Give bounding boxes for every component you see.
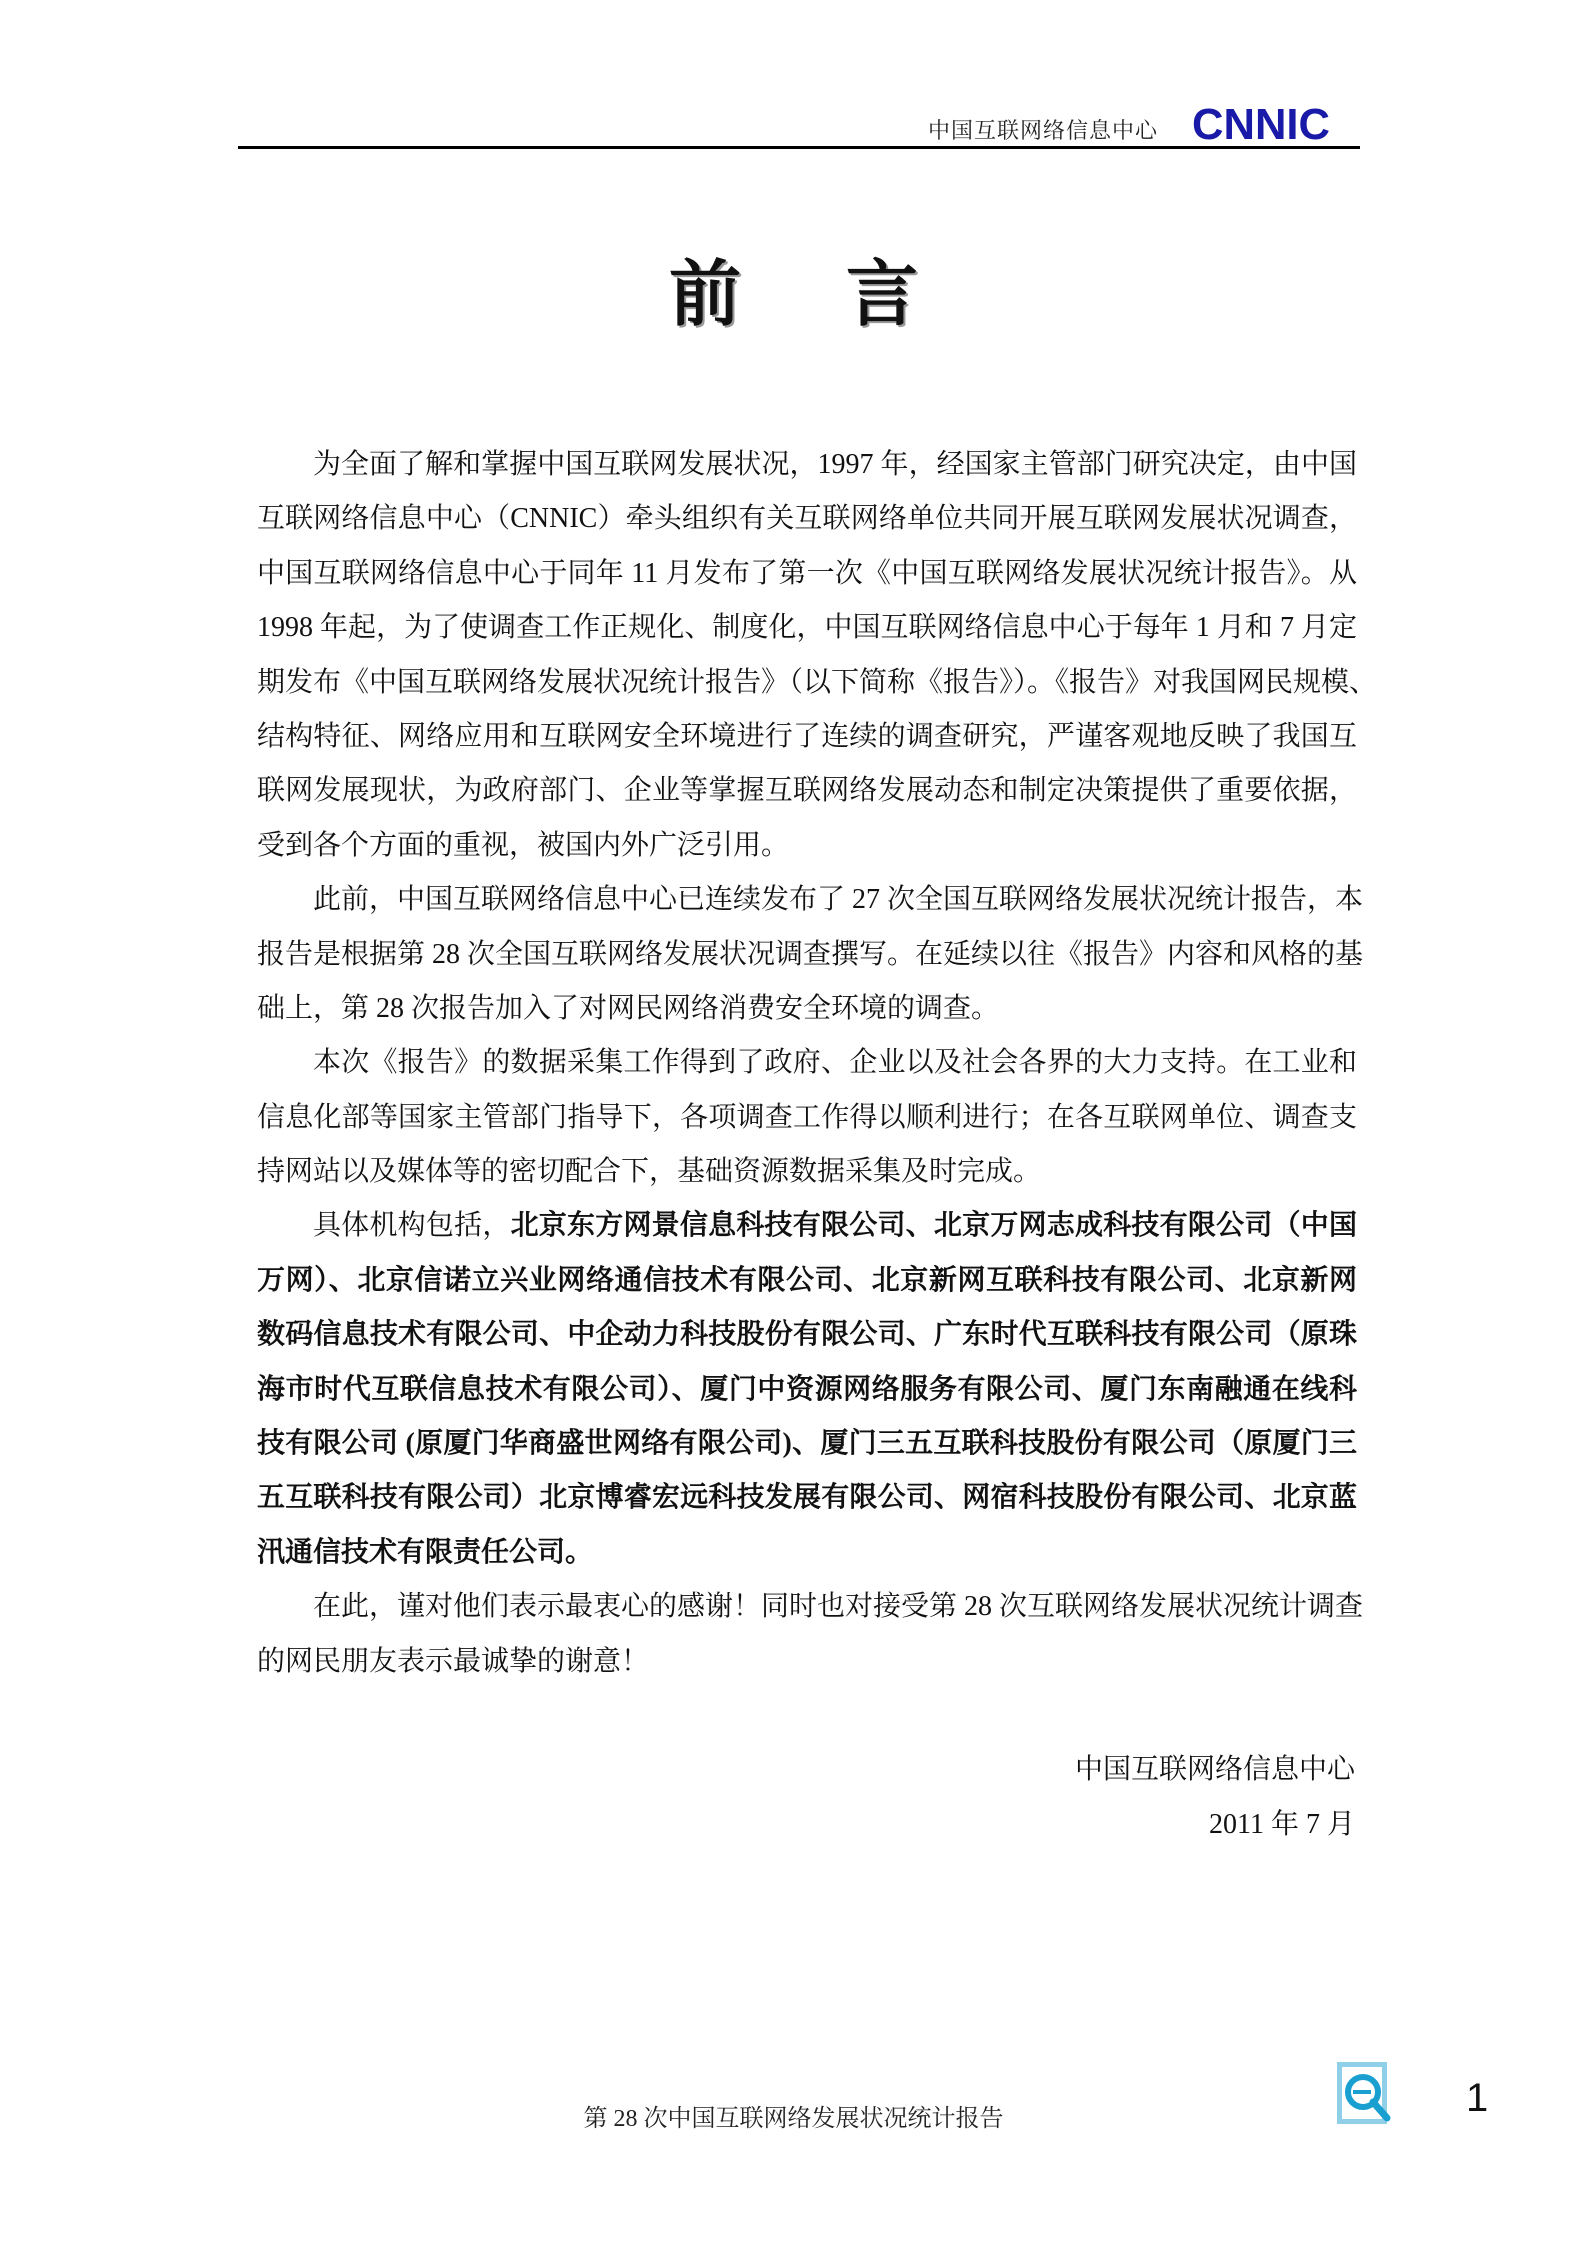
page-number: 1	[1466, 2076, 1489, 2120]
text-line: 万网）、北京信诺立兴业网络通信技术有限公司、北京新网互联科技有限公司、北京新网	[257, 1264, 1357, 1296]
text-line: 持网站以及媒体等的密切配合下，基础资源数据采集及时完成。	[257, 1156, 1042, 1188]
cnnic-logo	[1192, 104, 1332, 144]
text-line	[257, 1199, 1357, 1253]
paragraph-1	[257, 438, 1378, 873]
text-line: 联网发展现状，为政府部门、企业等掌握互联网络发展动态和制定决策提供了重要依据，	[257, 775, 1357, 807]
text-line: 础上，第 28 次报告加入了对网民网络消费安全环境的调查。	[257, 992, 1000, 1024]
text-line: 结构特征、网络应用和互联网安全环境进行了连续的调查研究，严谨客观地反映了我国互	[257, 720, 1357, 752]
magnifier-e-icon	[1337, 2062, 1395, 2124]
organizations-intro: 具体机构包括，	[313, 1210, 511, 1242]
header-rule	[238, 146, 1360, 149]
paragraph-4-organizations	[257, 1199, 1357, 1580]
text-line: 信息化部等国家主管部门指导下，各项调查工作得以顺利进行；在各互联网单位、调查支	[257, 1101, 1357, 1133]
text-line: 此前，中国互联网络信息中心已连续发布了 27 次全国互联网络发展状况统计报告，本	[313, 884, 1364, 916]
text-line: 汛通信技术有限责任公司。	[257, 1536, 594, 1568]
text-line: 技有限公司 (原厦门华商盛世网络有限公司)、厦门三五互联科技股份有限公司（原厦门三	[257, 1428, 1357, 1460]
signature-org: 中国互联网络信息中心	[1074, 1754, 1355, 1785]
text-line: 数码信息技术有限公司、中企动力科技股份有限公司、广东时代互联科技有限公司（原珠	[257, 1319, 1357, 1351]
organization-list-text: 北京东方网景信息科技有限公司、北京万网志成科技有限公司（中国	[510, 1210, 1357, 1242]
text-line: 海市时代互联信息技术有限公司）、厦门中资源网络服务有限公司、厦门东南融通在线科	[257, 1373, 1357, 1405]
paragraph-3	[257, 1036, 1357, 1199]
document-body	[257, 438, 1378, 1689]
signature-date: 2011 年 7 月	[1209, 1809, 1355, 1840]
text-line: 中国互联网络信息中心于同年 11 月发布了第一次《中国互联网络发展状况统计报告》。从	[257, 557, 1357, 589]
text-line: 报告是根据第 28 次全国互联网络发展状况调查撰写。在延续以往《报告》内容和风格的基	[257, 938, 1364, 970]
text-line: 在此，谨对他们表示最衷心的感谢！同时也对接受第 28 次互联网络发展状况统计调查	[313, 1591, 1364, 1623]
footer-report-title: 第 28 次中国互联网络发展状况统计报告	[583, 2106, 1004, 2132]
text-line: 1998 年起，为了使调查工作正规化、制度化，中国互联网络信息中心于每年 1 月和 7 月定	[257, 612, 1357, 644]
text-line: 的网民朋友表示最诚挚的谢意！	[257, 1645, 650, 1677]
text-line: 受到各个方面的重视，被国内外广泛引用。	[257, 829, 790, 861]
text-line: 互联网络信息中心（CNNIC）牵头组织有关互联网络单位共同开展互联网发展状况调查，	[257, 503, 1357, 535]
text-line: 期发布《中国互联网络发展状况统计报告》（以下简称《报告》）。《报告》对我国网民规模、	[257, 666, 1378, 698]
svg-text:CNNIC: CNNIC	[1192, 104, 1330, 144]
text-line: 为全面了解和掌握中国互联网发展状况，1997 年，经国家主管部门研究决定，由中国	[313, 449, 1357, 480]
header-org-name: 中国互联网络信息中心	[928, 118, 1159, 143]
paragraph-2	[257, 873, 1364, 1036]
text-line: 本次《报告》的数据采集工作得到了政府、企业以及社会各界的大力支持。在工业和	[313, 1047, 1357, 1079]
text-line: 五互联科技有限公司）北京博睿宏远科技发展有限公司、网宿科技股份有限公司、北京蓝	[257, 1482, 1357, 1514]
page-title: 前 言	[668, 251, 959, 336]
paragraph-5	[257, 1580, 1364, 1689]
